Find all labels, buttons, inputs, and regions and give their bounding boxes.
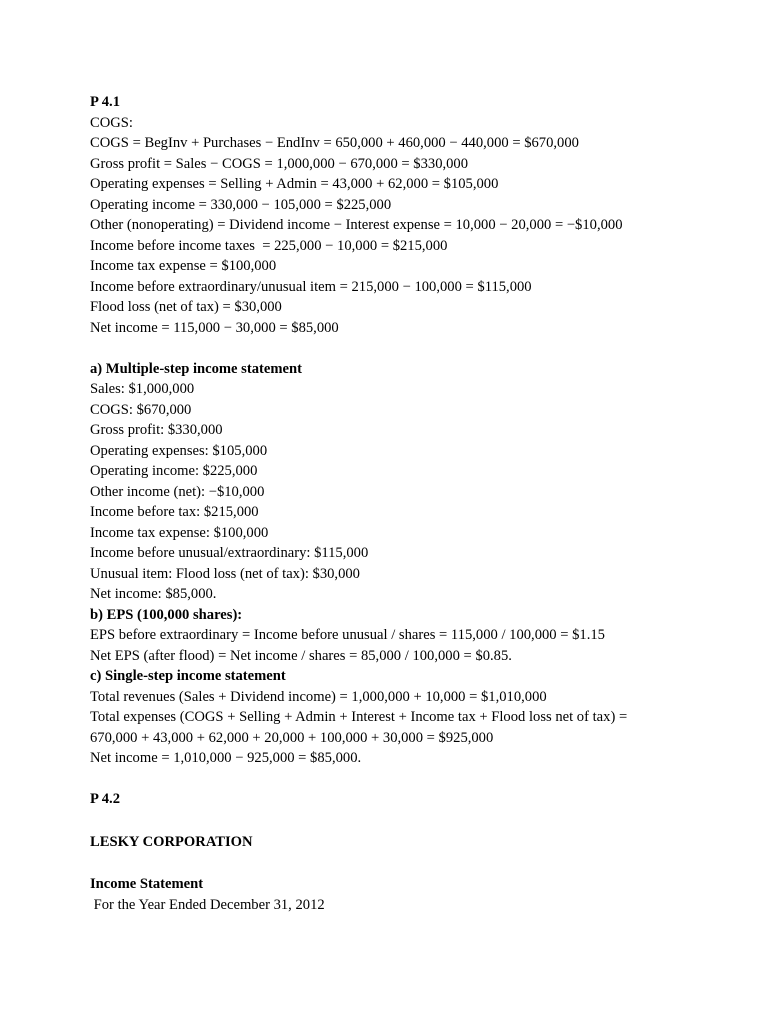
part-a-heading: a) Multiple-step income statement [90, 360, 302, 377]
spacer [90, 338, 750, 359]
part-c-line-total-expenses: Total expenses (COGS + Selling + Admin + Interest + Income tax + Flood loss net of tax) = [90, 709, 628, 725]
p41-line-flood-loss: Flood loss (net of tax) = $30,000 [90, 299, 282, 315]
document-page [90, 92, 750, 915]
statement-period: For the Year Ended December 31, 2012 [90, 896, 325, 913]
p41-line-income-before-extraordinary: Income before extraordinary/unusual item = 215,000 − 100,000 = $115,000 [90, 278, 532, 295]
p41-line-cogs-formula: COGS = BegInv + Purchases − EndInv = 650,000 + 460,000 − 440,000 = $670,000 [90, 135, 579, 151]
part-a-line-operating-income: Operating income: $225,000 [90, 463, 258, 479]
part-a-line-gross-profit: Gross profit: $330,000 [90, 422, 223, 438]
part-c-heading: c) Single-step income statement [90, 668, 286, 684]
part-a-line-other-income: Other income (net): −$10,000 [90, 483, 265, 500]
p42-heading: P 4.2 [90, 791, 120, 807]
part-a-line-income-before-unusual: Income before unusual/extraordinary: $115,000 [90, 545, 369, 561]
part-a-line-unusual-item: Unusual item: Flood loss (net of tax): $30,000 [90, 565, 360, 582]
part-c-line-expenses-sum: 670,000 + 43,000 + 62,000 + 20,000 + 100,000 + 30,000 = $925,000 [90, 729, 494, 746]
statement-title: Income Statement [90, 876, 204, 892]
p41-line-net-income: Net income = 115,000 − 30,000 = $85,000 [90, 319, 339, 336]
p41-line-income-before-taxes: Income before income taxes = 225,000 − 10,000 = $215,000 [90, 237, 448, 254]
p41-line-other-nonoperating: Other (nonoperating) = Dividend income − Interest expense = 10,000 − 20,000 = −$10,000 [90, 217, 623, 233]
spacer [90, 810, 750, 832]
p41-line-operating-income: Operating income = 330,000 − 105,000 = $225,000 [90, 196, 392, 213]
part-b-heading: b) EPS (100,000 shares): [90, 606, 243, 623]
p41-line-income-tax-expense: Income tax expense = $100,000 [90, 258, 277, 274]
part-b-line-eps-before: EPS before extraordinary = Income before unusual / shares = 115,000 / 100,000 = $1.15 [90, 627, 605, 643]
p41-line-operating-expenses: Operating expenses = Selling + Admin = 43,000 + 62,000 = $105,000 [90, 176, 499, 192]
part-a-line-net-income: Net income: $85,000. [90, 586, 217, 602]
company-name: LESKY CORPORATION [90, 833, 253, 850]
part-b-line-net-eps: Net EPS (after flood) = Net income / shares = 85,000 / 100,000 = $0.85. [90, 647, 512, 664]
part-a-line-operating-expenses: Operating expenses: $105,000 [90, 442, 268, 459]
part-a-line-income-before-tax: Income before tax: $215,000 [90, 504, 259, 520]
spacer [90, 852, 750, 874]
part-c-line-total-revenues: Total revenues (Sales + Dividend income) = 1,000,000 + 10,000 = $1,010,000 [90, 688, 547, 705]
part-a-line-income-tax-expense: Income tax expense: $100,000 [90, 524, 269, 541]
p41-line-gross-profit: Gross profit = Sales − COGS = 1,000,000 − 670,000 = $330,000 [90, 155, 469, 172]
part-a-line-sales: Sales: $1,000,000 [90, 381, 195, 397]
spacer [90, 769, 750, 790]
part-c-line-net-income: Net income = 1,010,000 − 925,000 = $85,000. [90, 750, 362, 766]
p41-heading: P 4.1 [90, 94, 120, 110]
part-a-line-cogs: COGS: $670,000 [90, 401, 192, 418]
p41-line-cogs-label: COGS: [90, 114, 133, 131]
